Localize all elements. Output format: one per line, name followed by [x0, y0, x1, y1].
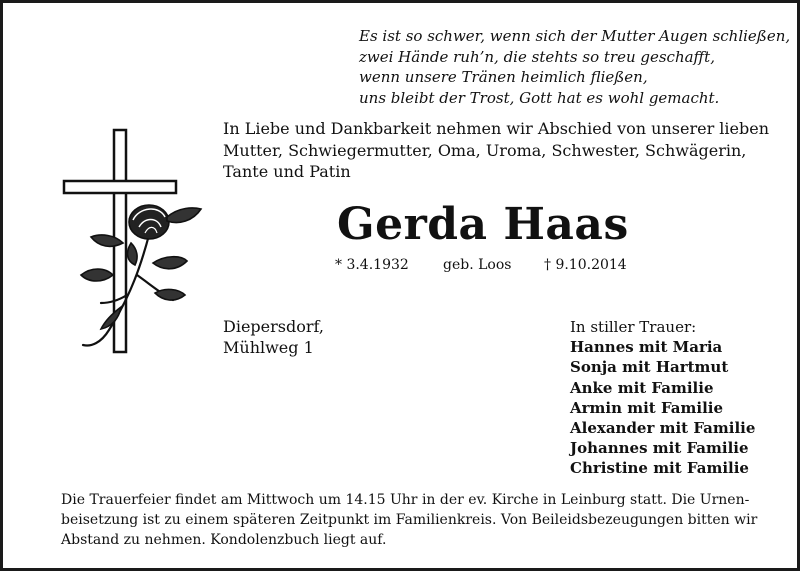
intro-line: Tante und Patin — [223, 162, 351, 181]
funeral-info — [61, 490, 758, 550]
place-of-residence — [223, 316, 324, 358]
poem-line: zwei Hände ruh’n, die stehts so treu geschafft, — [359, 47, 715, 66]
maiden-name: geb. Loos — [443, 257, 512, 273]
mourner-entry: Alexander mit Familie — [570, 419, 756, 438]
poem-line: wenn unsere Tränen heimlich fließen, — [359, 68, 648, 86]
poem — [359, 26, 791, 108]
mourners-heading: In stiller Trauer: — [570, 318, 697, 336]
mourner-entry: Sonja mit Hartmut — [570, 358, 729, 377]
poem-line: uns bleibt der Trost, Gott hat es wohl gemacht. — [359, 88, 720, 107]
place-town: Diepersdorf, — [223, 317, 324, 336]
mourner-entry: Johannes mit Familie — [570, 439, 749, 458]
intro-line: Mutter, Schwiegermutter, Oma, Uroma, Schwester, Schwägerin, — [223, 140, 747, 160]
mourners-list — [570, 317, 755, 479]
mourner-entry: Anke mit Familie — [570, 378, 714, 397]
deceased-name: Gerda Haas — [337, 199, 629, 250]
funeral-info-line: beisetzung ist zu einem späteren Zeitpunkt im Familienkreis. Von Beileidsbezeugungen bitten wir — [61, 512, 758, 528]
cross-with-rose-icon — [61, 125, 211, 355]
mourner-entry: Armin mit Familie — [570, 398, 724, 417]
birth-date: * 3.4.1932 — [335, 257, 409, 273]
place-street: Mühlweg 1 — [223, 338, 314, 357]
mourner-entry: Christine mit Familie — [570, 459, 749, 478]
funeral-info-line: Die Trauerfeier findet am Mittwoch um 14.15 Uhr in der ev. Kirche in Leinburg statt. Die Urnen- — [61, 492, 750, 508]
intro-line: In Liebe und Dankbarkeit nehmen wir Abschied von unserer lieben — [223, 119, 770, 138]
poem-line: Es ist so schwer, wenn sich der Mutter Augen schließen, — [359, 27, 791, 45]
mourner-entry: Hannes mit Maria — [570, 338, 723, 357]
intro-text — [223, 118, 783, 183]
death-date: † 9.10.2014 — [544, 257, 627, 273]
funeral-info-line: Abstand zu nehmen. Kondolenzbuch liegt auf. — [61, 532, 387, 548]
